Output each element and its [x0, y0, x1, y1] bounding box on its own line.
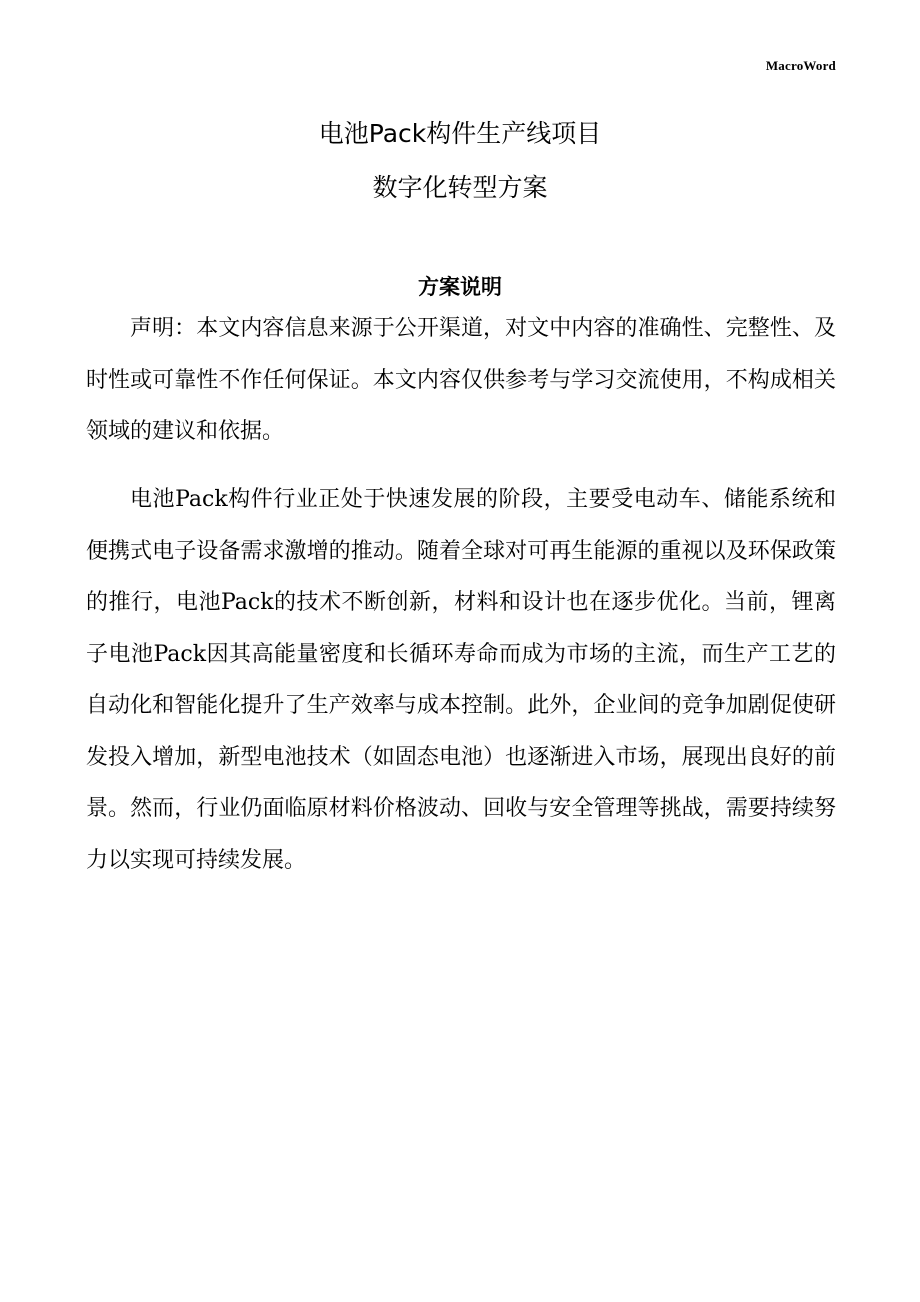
industry-overview-paragraph: 电池Pack构件行业正处于快速发展的阶段，主要受电动车、储能系统和便携式电子设备需求激增的推动。随着全球对可再生能源的重视以及环保政策的推行，电池Pack的技术不断创新，材料和设计也在逐步优化。当前，锂离子电池Pack因其高能量密度和长循环寿命而成为市场的主流，而生产工艺的自动化和智能化提升了生产效率与成本控制。此外，企业间的竞争加剧促使研发投入增加，新型电池技术（如固态电池）也逐渐进入市场，展现出良好的前景。然而，行业仍面临原材料价格波动、回收与安全管理等挑战，需要持续努力以实现可持续发展。	[86, 487, 836, 873]
section-heading: 方案说明	[418, 275, 502, 300]
title-block	[0, 120, 920, 202]
document-title-line-1: 电池Pack构件生产线项目	[318, 119, 602, 148]
header-brand: MacroWord	[765, 58, 836, 73]
disclaimer-paragraph: 声明：本文内容信息来源于公开渠道，对文中内容的准确性、完整性、及时性或可靠性不作任何保证。本文内容仅供参考与学习交流使用，不构成相关领域的建议和依据。	[86, 316, 836, 444]
document-title-line-2: 数字化转型方案	[372, 173, 548, 202]
